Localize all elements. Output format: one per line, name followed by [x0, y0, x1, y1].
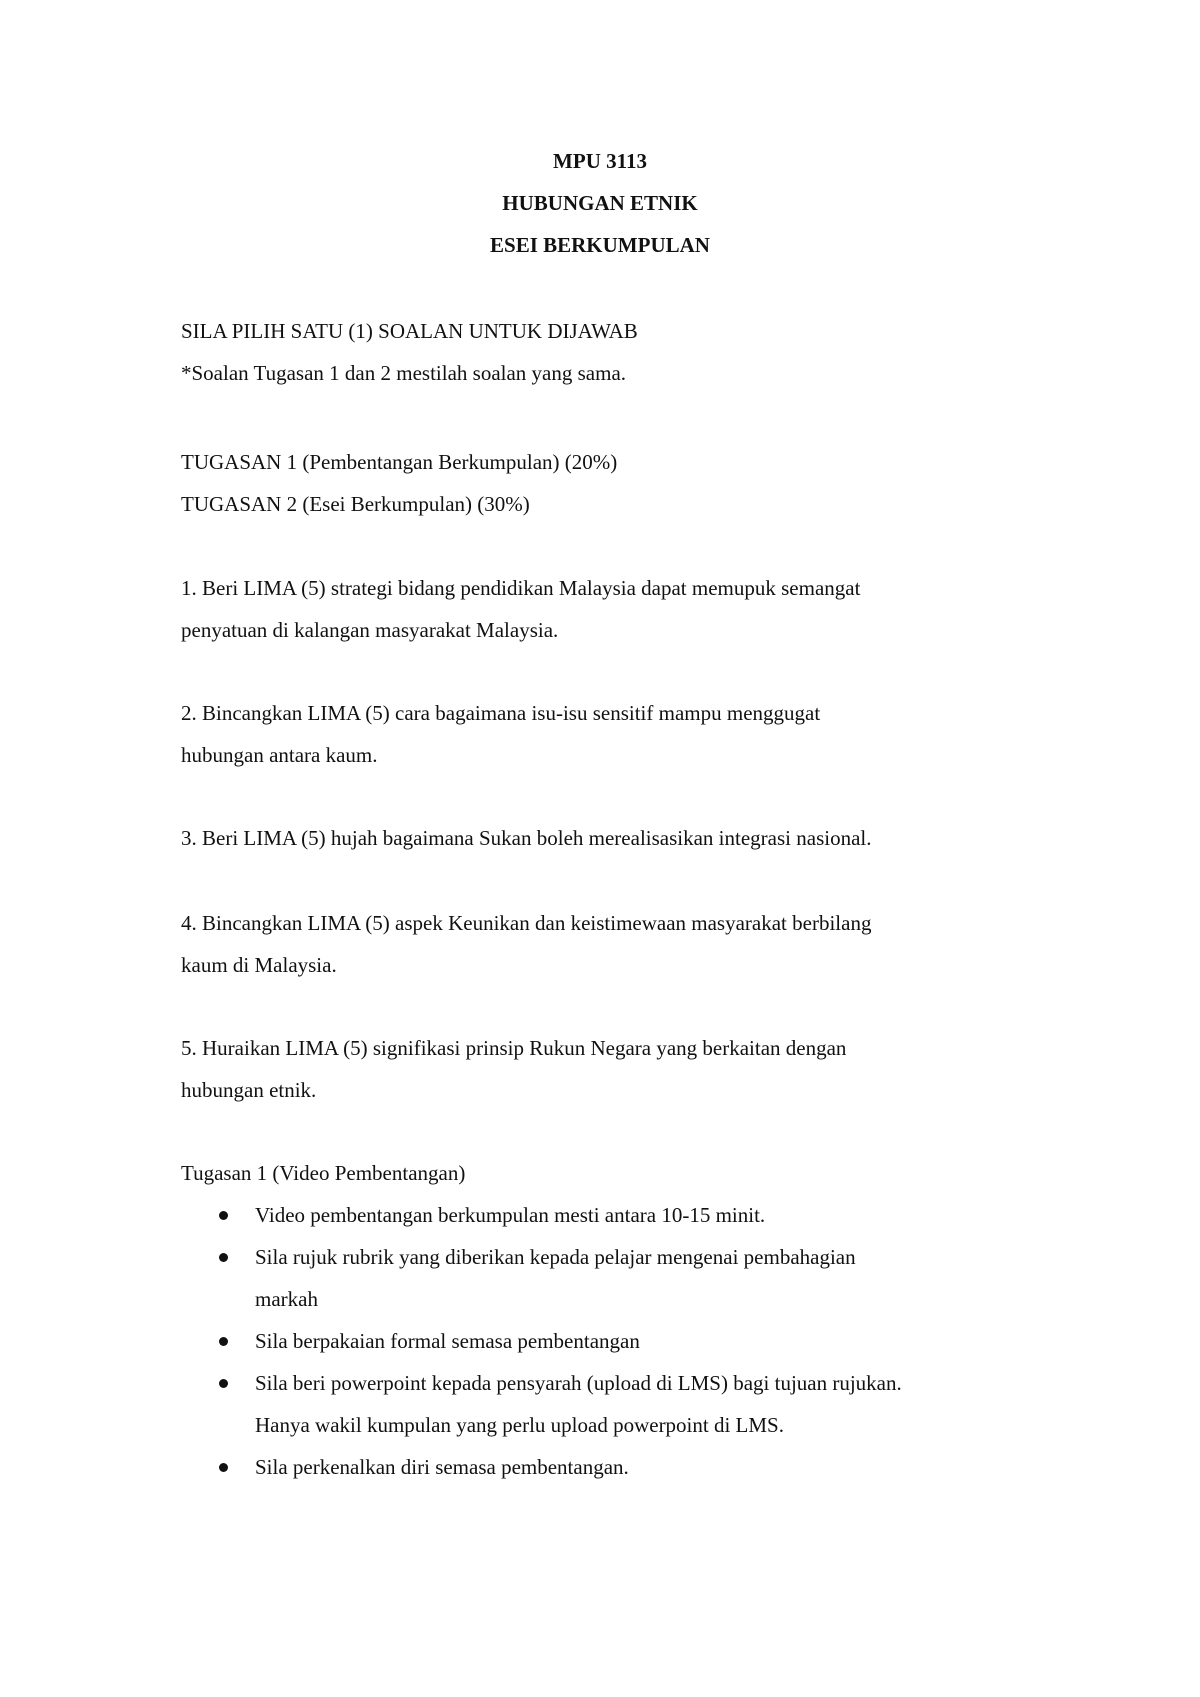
- bullet-text: Video pembentangan berkumpulan mesti antara 10-15 minit.: [255, 1203, 766, 1227]
- list-item: [181, 1320, 1021, 1362]
- bullet-icon: [219, 1337, 228, 1346]
- list-item: [181, 1236, 1021, 1320]
- question-2-line-1: 2. Bincangkan LIMA (5) cara bagaimana isu-isu sensitif mampu menggugat: [181, 701, 821, 725]
- course-name: HUBUNGAN ETNIK: [502, 191, 698, 215]
- question-1: [181, 567, 1021, 651]
- list-item: [181, 1194, 1021, 1236]
- question-1-line-1: 1. Beri LIMA (5) strategi bidang pendidikan Malaysia dapat memupuk semangat: [181, 576, 861, 600]
- bullet-icon: [219, 1253, 228, 1262]
- tugasan-1-heading-block: [181, 1152, 1021, 1194]
- question-5-line-2: hubungan etnik.: [181, 1078, 317, 1102]
- bullet-text-continuation: markah: [255, 1287, 318, 1311]
- question-5: [181, 1027, 1021, 1111]
- bullet-text-continuation: Hanya wakil kumpulan yang perlu upload powerpoint di LMS.: [255, 1413, 784, 1437]
- tugasan-1-bullet-list: [181, 1194, 1021, 1488]
- task-2-weight: TUGASAN 2 (Esei Berkumpulan) (30%): [181, 492, 530, 516]
- bullet-icon: [219, 1211, 228, 1220]
- bullet-icon: [219, 1379, 228, 1388]
- question-4-line-1: 4. Bincangkan LIMA (5) aspek Keunikan dan keistimewaan masyarakat berbilang: [181, 911, 872, 935]
- bullet-icon: [219, 1463, 228, 1472]
- question-5-line-1: 5. Huraikan LIMA (5) signifikasi prinsip Rukun Negara yang berkaitan dengan: [181, 1036, 847, 1060]
- task-weights-block: [181, 441, 1021, 525]
- question-3-line-1: 3. Beri LIMA (5) hujah bagaimana Sukan boleh merealisasikan integrasi nasional.: [181, 826, 872, 850]
- question-2-line-2: hubungan antara kaum.: [181, 743, 378, 767]
- task-1-weight: TUGASAN 1 (Pembentangan Berkumpulan) (20%): [181, 450, 618, 474]
- tugasan-1-heading: Tugasan 1 (Video Pembentangan): [181, 1161, 466, 1185]
- question-4-line-2: kaum di Malaysia.: [181, 953, 337, 977]
- question-4: [181, 902, 1021, 986]
- bullet-text: Sila beri powerpoint kepada pensyarah (upload di LMS) bagi tujuan rujukan.: [255, 1371, 902, 1395]
- course-code: MPU 3113: [553, 149, 647, 173]
- list-item: [181, 1446, 1021, 1488]
- document-title-block: [0, 146, 1200, 272]
- instructions-block: [181, 310, 1021, 394]
- bullet-text: Sila perkenalkan diri semasa pembentangan.: [255, 1455, 629, 1479]
- question-3: [181, 817, 1021, 859]
- question-1-line-2: penyatuan di kalangan masyarakat Malaysia.: [181, 618, 559, 642]
- assignment-type: ESEI BERKUMPULAN: [490, 233, 710, 257]
- instruction-choose-one: SILA PILIH SATU (1) SOALAN UNTUK DIJAWAB: [181, 319, 638, 343]
- bullet-text: Sila berpakaian formal semasa pembentangan: [255, 1329, 640, 1353]
- question-2: [181, 692, 1021, 776]
- list-item: [181, 1362, 1021, 1446]
- instruction-same-question: *Soalan Tugasan 1 dan 2 mestilah soalan yang sama.: [181, 361, 627, 385]
- bullet-text: Sila rujuk rubrik yang diberikan kepada pelajar mengenai pembahagian: [255, 1245, 856, 1269]
